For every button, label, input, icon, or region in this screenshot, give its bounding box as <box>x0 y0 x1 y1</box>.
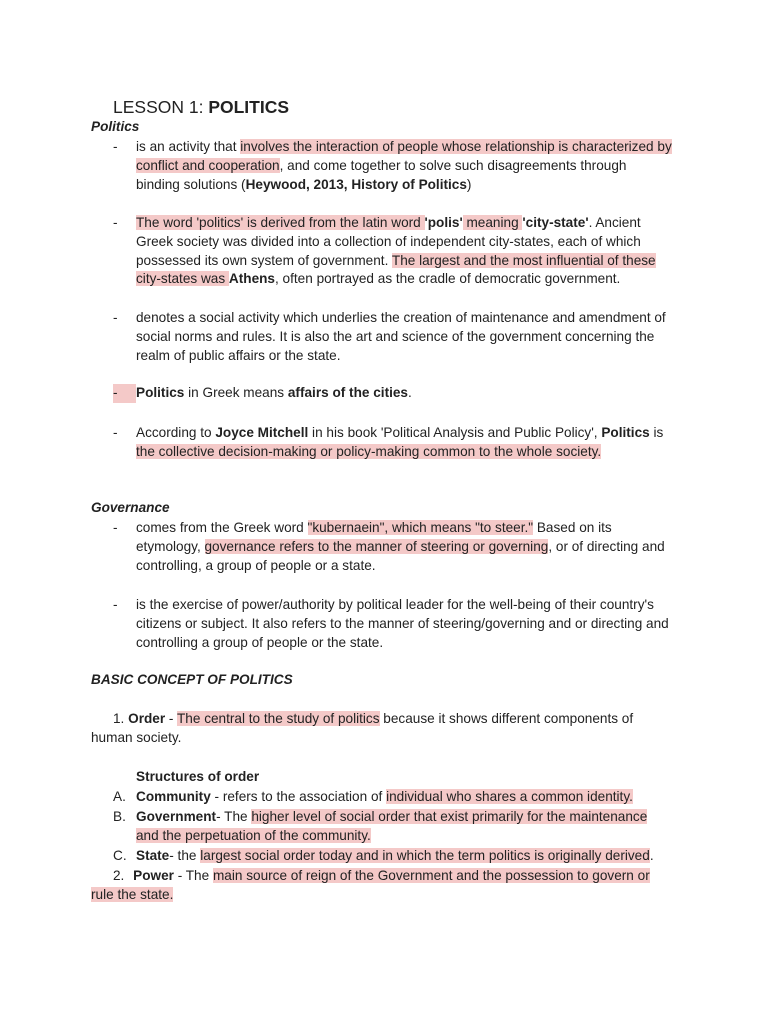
highlight: The central to the study of politics <box>177 711 380 726</box>
politics-bullet-4: - Politics in Greek means affairs of the cities. <box>113 384 673 403</box>
list-marker: B. <box>113 809 126 824</box>
structures-heading: Structures of order <box>136 769 260 784</box>
highlight: meaning <box>462 215 523 230</box>
bullet-dash: - <box>113 520 118 535</box>
bullet-dash: - <box>113 384 136 403</box>
highlight: "kubernaein", which means "to steer." <box>307 520 534 535</box>
lesson-title-bold: POLITICS <box>208 97 290 117</box>
politics-bullet-5: - According to Joyce Mitchell in his book 'Political Analysis and Public Policy', Politics is the collective decision-making or policy-making common to the whole society. <box>113 425 664 459</box>
politics-bullet-2: - The word 'politics' is derived from the latin word 'polis' meaning 'city-state'. Ancient Greek society was divided into a collection of independent city-states, each of which possessed its own system of government. The largest and the most influential of these city-states was Athens, often portrayed as the cradle of democratic government. <box>113 215 656 287</box>
list-marker: C. <box>113 848 127 863</box>
governance-bullet-2: - is the exercise of power/authority by political leader for the well-being of their country's citizens or subject. It also refers to the manner of steering/governing and or directing and controlling a group of people or the state. <box>113 597 669 650</box>
bullet-dash: - <box>113 215 118 230</box>
bullet-dash: - <box>113 597 118 612</box>
basic-concept-heading: BASIC CONCEPT OF POLITICS <box>91 672 293 687</box>
highlight: The largest and the most influential of these city-states was <box>136 252 656 287</box>
bullet-dash: - <box>113 425 118 440</box>
highlight: the collective decision-making or policy-making common to the whole society. <box>136 443 602 459</box>
citation: Heywood, 2013, History of Politics <box>245 176 467 192</box>
highlight: largest social order today and in which the term politics is originally derived <box>200 848 650 863</box>
governance-heading: Governance <box>91 500 170 515</box>
structure-government: B. Government- The higher level of social order that exist primarily for the maintenance and the perpetuation of the community. <box>113 809 648 843</box>
highlight: main source of reign of the Government and the possession to govern or rule the state. <box>91 868 650 902</box>
politics-bullet-1: - is an activity that involves the interaction of people whose relationship is characterized by conflict and cooperation, and come together to solve such disagreements through binding solutions (Heywood, 2013, History of Politics) <box>113 139 672 192</box>
structure-state: C. State- the largest social order today and in which the term politics is originally derived. <box>113 847 676 866</box>
highlight: involves the interaction of people whose relationship is characterized by conflict and cooperation <box>136 139 672 173</box>
bullet-dash: - <box>113 310 118 325</box>
order-paragraph: 1. Order - The central to the study of politics because it shows different components of human society. <box>91 711 634 745</box>
highlight: The word 'politics' is derived from the latin word <box>136 215 425 230</box>
politics-heading: Politics <box>91 119 140 134</box>
governance-bullet-1: - comes from the Greek word "kubernaein", which means "to steer." Based on its etymology, governance refers to the manner of steering or governing, or of directing and controlling, a group of people or a state. <box>113 520 665 573</box>
list-marker: A. <box>113 789 126 804</box>
highlight: governance refers to the manner of steering or governing <box>204 538 549 554</box>
politics-bullet-3: - denotes a social activity which underlies the creation of maintenance and amendment of social norms and rules. It is also the art and science of the government concerning the realm of public affairs or the state. <box>113 310 666 363</box>
structure-community: A. Community - refers to the association of individual who shares a common identity. <box>113 788 676 807</box>
power-paragraph: 2. Power - The main source of reign of the Government and the possession to govern or rule the state. <box>91 868 650 902</box>
highlight: individual who shares a common identity. <box>386 789 633 804</box>
highlight: higher level of social order that exist primarily for the maintenance and the perpetuation of the community. <box>136 809 648 843</box>
bullet-dash: - <box>113 139 118 154</box>
lesson-title: LESSON 1: POLITICS <box>113 97 290 117</box>
